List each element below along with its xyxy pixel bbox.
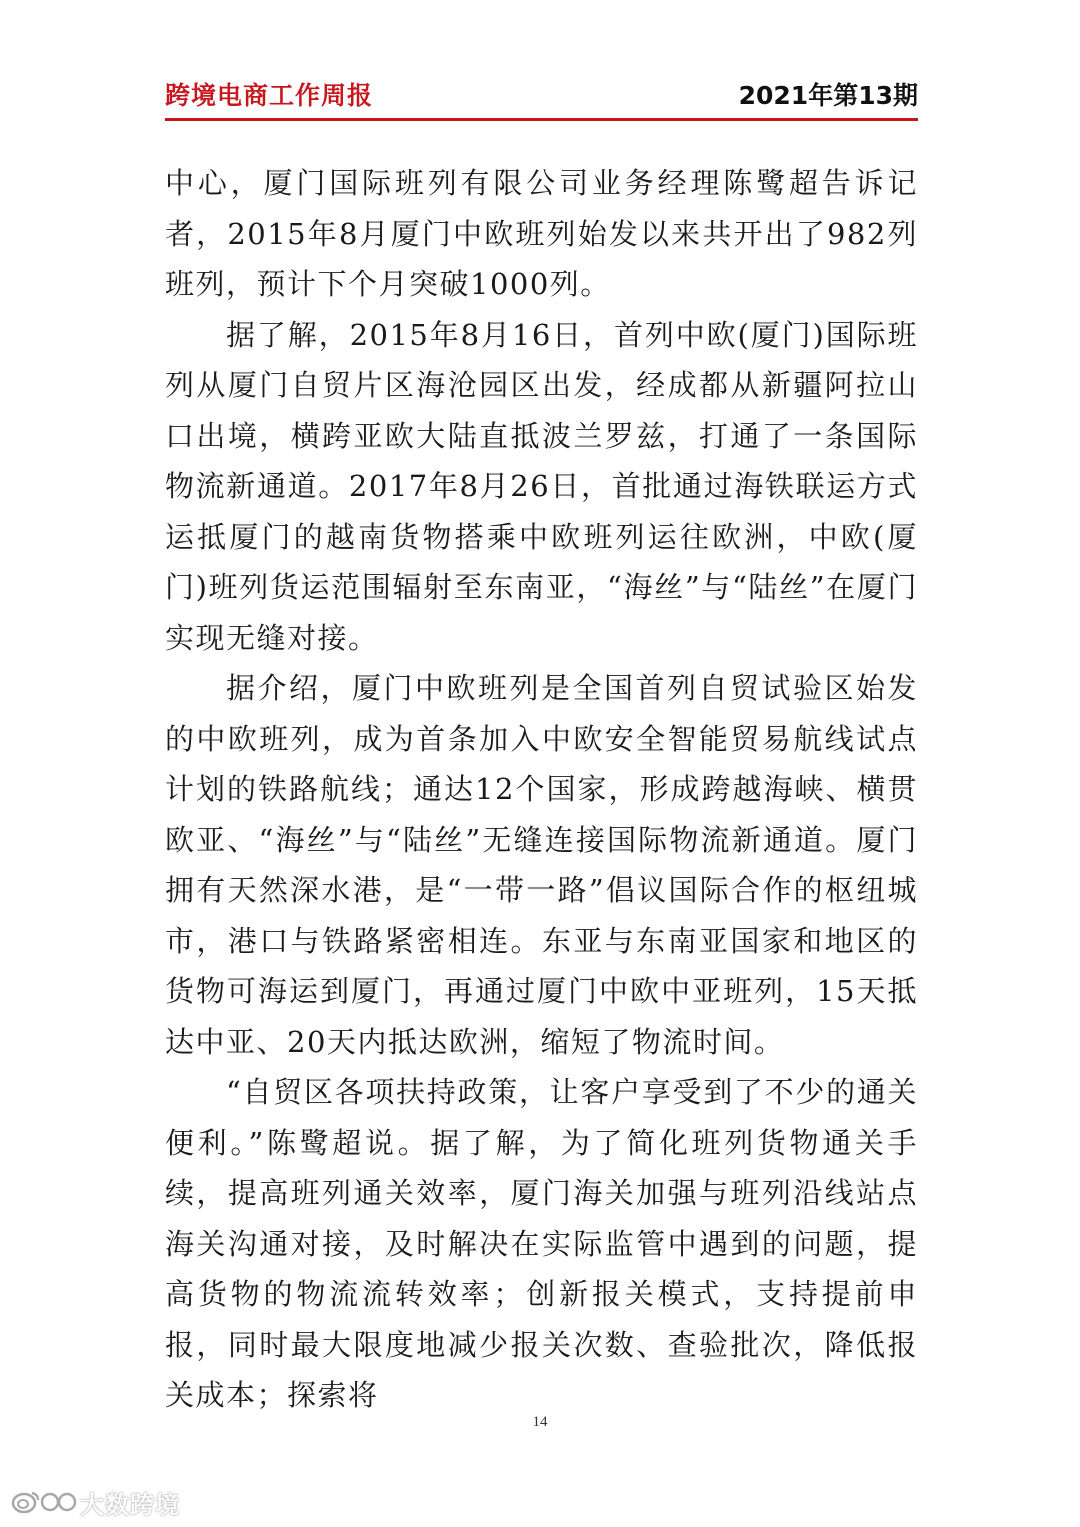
publication-title: 跨境电商工作周报 <box>165 81 374 110</box>
watermark <box>10 1486 180 1518</box>
paragraph-1: 中心，厦门国际班列有限公司业务经理陈鹭超告诉记者，2015年8月厦门中欧班列始发以来共开出了982列班列，预计下个月突破1000列。 <box>165 166 918 301</box>
header-divider <box>165 118 918 121</box>
watermark-text: 大数跨境 <box>80 1490 180 1519</box>
page-header <box>165 76 918 116</box>
paragraph-2: 据了解，2015年8月16日，首列中欧(厦门)国际班列从厦门自贸片区海沧园区出发，经成都从新疆阿拉山口出境，横跨亚欧大陆直抵波兰罗兹，打通了一条国际物流新通道。2017年8月26日，首批通过海铁联运方式运抵厦门的越南货物搭乘中欧班列运往欧洲，中欧(厦门)班列货运范围辐射至东南亚，“海丝”与“陆丝”在厦门实现无缝对接。 <box>165 317 918 655</box>
weibo-logo-icon <box>10 1489 76 1515</box>
issue-number: 2021年第13期 <box>738 81 918 110</box>
page-number: 14 <box>532 1414 548 1430</box>
paragraph-3: 据介绍，厦门中欧班列是全国首列自贸试验区始发的中欧班列，成为首条加入中欧安全智能贸易航线试点计划的铁路航线；通达12个国家，形成跨越海峡、横贯欧亚、“海丝”与“陆丝”无缝连接国际物流新通道。厦门拥有天然深水港，是“一带一路”倡议国际合作的枢纽城市，港口与铁路紧密相连。东亚与东南亚国家和地区的货物可海运到厦门，再通过厦门中欧中亚班列，15天抵达中亚、20天内抵达欧洲，缩短了物流时间。 <box>165 671 918 1059</box>
paragraph-4: “自贸区各项扶持政策，让客户享受到了不少的通关便利。”陈鹭超说。据了解，为了简化班列货物通关手续，提高班列通关效率，厦门海关加强与班列沿线站点海关沟通对接，及时解决在实际监管中遇到的问题，提高货物的物流流转效率；创新报关模式，支持提前申报，同时最大限度地减少报关次数、查验批次，降低报关成本；探索将 <box>165 1075 918 1412</box>
article-body <box>165 158 918 1412</box>
